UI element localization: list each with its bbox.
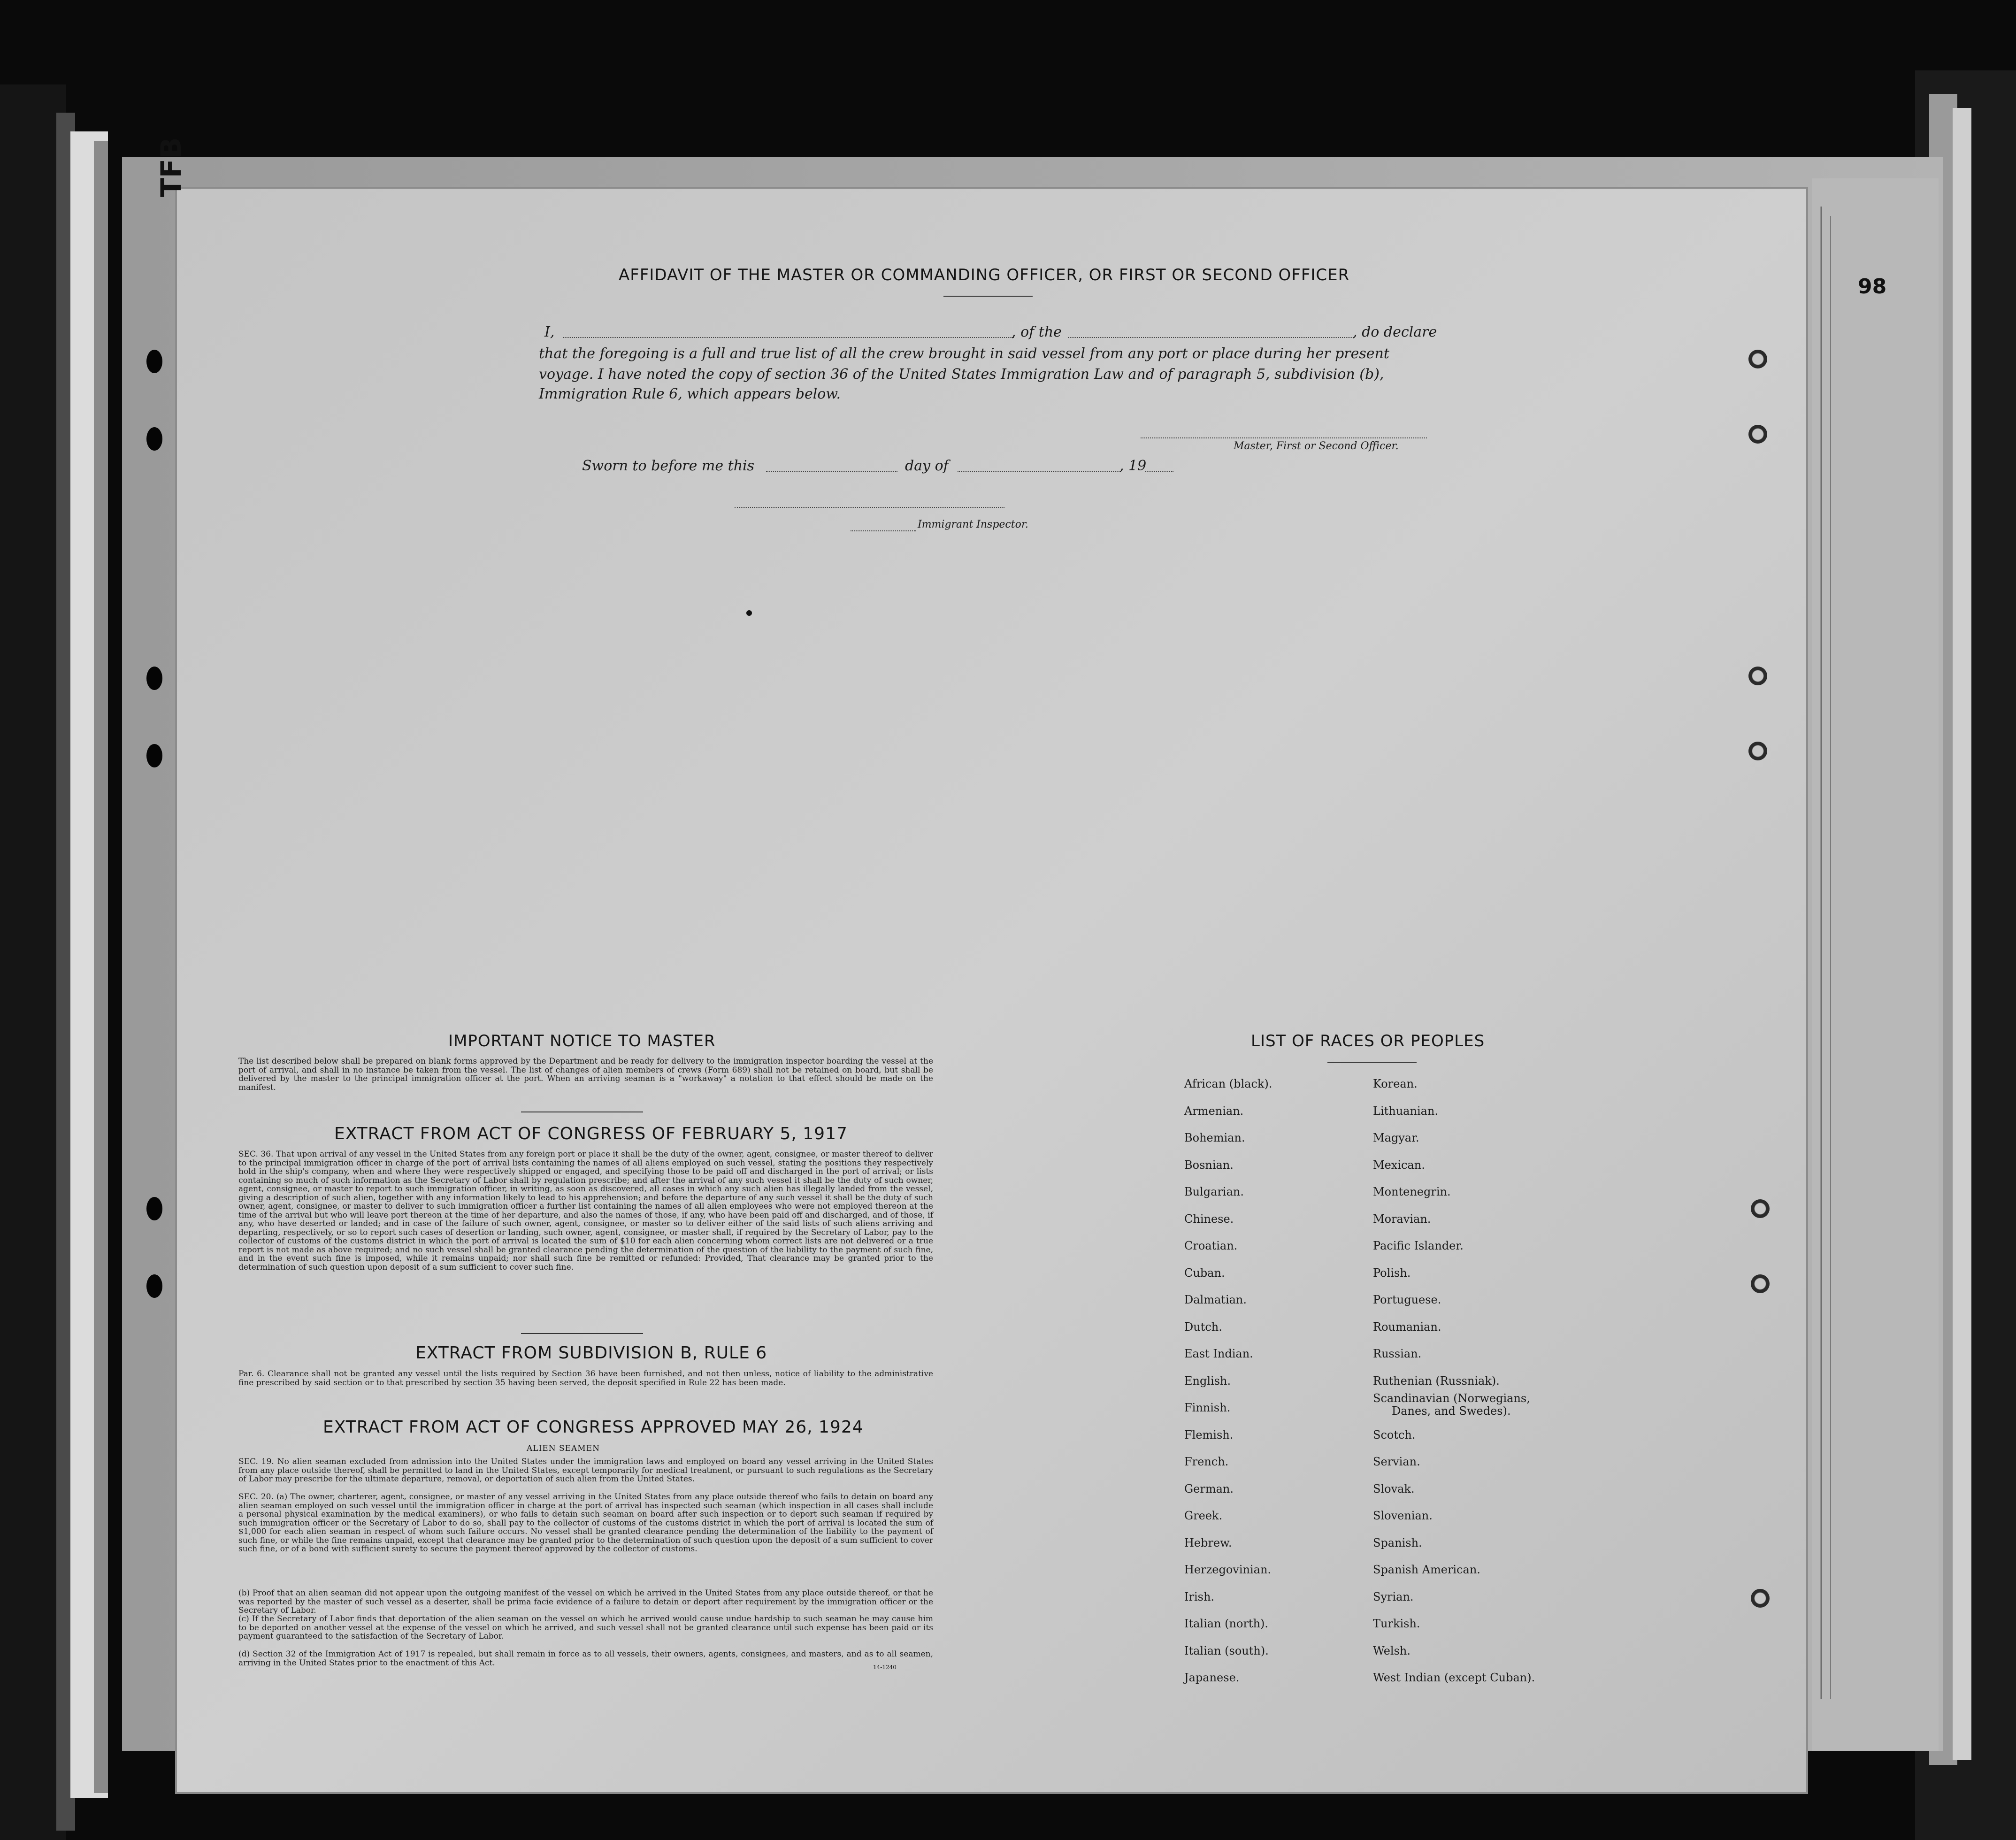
- races-title: LIST OF RACES OR PEOPLES: [1251, 1032, 1485, 1050]
- extract-1924-sec20a: SEC. 20. (a) The owner, charterer, agent, consignee, or master of any vessel arriving in the United States from any place outside thereof who fails to detain on board any alien seaman employed on such vessel until the immigration officer in charge at the port of arrival has inspected such seaman (which inspection in all cases shall include a personal physical examination by the medical examiners), or who fails to detain such seaman on board after such inspection or to deport such seaman if required by such immigration officer or the Secretary of Labor to do so, shall pay to the collector of customs of the customs district in which the port of arrival is located the sum of $1,000 for each alien seaman in respect of whom such failure occurs. No vessel shall be granted clearance pending the determination of the liability to the payment of such fine, or while the fine remains unpaid, except that clearance may be granted prior to the determination of such question upon the deposit of a sum sufficient to cover such fine, or of a bond with sufficient surety to secure the payment thereof approved by the collector of customs.: [238, 1492, 933, 1554]
- binder-hole: [146, 427, 162, 451]
- race-item: Magyar.: [1373, 1131, 1419, 1144]
- race-item: Ruthenian (Russniak).: [1373, 1374, 1500, 1388]
- binder-hole: [146, 1274, 162, 1298]
- extract-1924-subtitle: ALIEN SEAMEN: [527, 1444, 600, 1453]
- race-item: Japanese.: [1184, 1671, 1240, 1684]
- race-item: Korean.: [1373, 1077, 1418, 1090]
- binder-ring: [1748, 425, 1767, 444]
- race-item: Greek.: [1184, 1509, 1223, 1522]
- extract-1917-text: SEC. 36. That upon arrival of any vessel in the United States from any foreign port or place it shall be the duty of the owner, agent, consignee, or master thereof to deliver to the principal immigration officer in charge of the port of arrival lists containing the names of all aliens employed on such vessel, stating the positions they respectively hold in the ship's company, when and where they were respectively shipped or engaged, and specifying those to be paid off and discharged in the port of arrival; or lists containing so much of such information as the Secretary of Labor shall by regulation prescribe; and after the arrival of any such vessel it shall be the duty of such owner, agent, consignee, or master to report to such immigration officer, in writing, as soon as discovered, all cases in which any such alien has illegally landed from the vessel, giving a description of such alien, together with any information likely to lead to his apprehension; and before the departure of any such vessel it shall be the duty of such owner, agent, consignee, or master to deliver to such immigration officer a further list containing the names of all alien employees who were not employed thereon at the time of the arrival but who will leave port thereon at the time of her departure, and also the names of those, if any, who have been paid off and discharged, and of those, if any, who have deserted or landed; and in case of the failure of such owner, agent, consignee, or master so to deliver either of the said lists of such aliens arriving and departing, respectively, or so to report such cases of desertion or landing, such owner, agent, consignee, or master shall, if required by the Secretary of Labor, pay to the collector of customs of the customs district in which the port of arrival is located the sum of $10 for each alien concerning whom correct lists are not delivered or a true report is not made as above required; and no such vessel shall be granted clearance pending the determination of the question of the liability to the payment of such fine, and in the event such fine is imposed, while it remains unpaid; nor shall such fine be remitted or refunded: Provided, That clearance may be granted prior to the determination of such question upon deposit of a sum sufficient to cover such fine.: [238, 1150, 933, 1272]
- master-signature-line[interactable]: [1141, 437, 1427, 438]
- extract-1924-sec20d: (d) Section 32 of the Immigration Act of 1917 is repealed, but shall remain in force as to all vessels, their owners, agents, consignees, and masters, and as to all seamen, arriving in the United States prior to the enactment of this Act.: [238, 1649, 933, 1668]
- race-item: English.: [1184, 1374, 1231, 1388]
- race-item: Welsh.: [1373, 1644, 1410, 1657]
- race-item: African (black).: [1184, 1077, 1272, 1090]
- race-item: Herzegovinian.: [1184, 1563, 1272, 1576]
- binder-hole: [146, 350, 162, 373]
- binder-hole: [146, 667, 162, 690]
- inspector-prefix-line: [851, 530, 916, 531]
- race-item: Italian (north).: [1184, 1617, 1269, 1630]
- race-item: Croatian.: [1184, 1239, 1238, 1252]
- extract-rule6-title: EXTRACT FROM SUBDIVISION B, RULE 6: [415, 1343, 767, 1363]
- race-item: Hebrew.: [1184, 1536, 1232, 1549]
- affidavit-line-4: Immigration Rule 6, which appears below.: [539, 386, 841, 402]
- extract-1924-sec20b: (b) Proof that an alien seaman did not appear upon the outgoing manifest of the vessel on which he arrived in the United States from any place outside thereof, or that he was reported by the master of such vessel as a deserter, shall be prima facie evidence of a failure to detain or deport after requirement by the immigration officer or the Secretary of Labor.: [238, 1588, 933, 1615]
- affidavit-declare-label: , do declare: [1353, 324, 1437, 340]
- sworn-year-field[interactable]: [1145, 471, 1173, 472]
- race-item: Spanish.: [1373, 1536, 1422, 1549]
- extract-1917-title: EXTRACT FROM ACT OF CONGRESS OF FEBRUARY 5, 1917: [334, 1124, 848, 1143]
- sworn-month-field[interactable]: [958, 471, 1119, 472]
- extract-1917-rule: [521, 1333, 643, 1334]
- race-item: Chinese.: [1184, 1212, 1234, 1226]
- races-rule: [1327, 1062, 1417, 1063]
- race-item: Bosnian.: [1184, 1158, 1234, 1172]
- extract-1924-sec19: SEC. 19. No alien seaman excluded from admission into the United States under the immigration laws and employed on board any vessel arriving in the United States from any place outside thereof, shall be permitted to land in the United States, except temporarily for medical treatment, or pursuant to such regulations as the Secretary of Labor may prescribe for the ultimate departure, removal, or deportation of such alien from the United States.: [238, 1457, 933, 1484]
- race-item: Mexican.: [1373, 1158, 1425, 1172]
- race-item: Flemish.: [1184, 1428, 1234, 1441]
- ink-dot: [746, 610, 752, 616]
- race-item: West Indian (except Cuban).: [1373, 1671, 1535, 1684]
- affidavit-of-the-label: , of the: [1012, 324, 1062, 340]
- race-item: Lithuanian.: [1373, 1104, 1439, 1118]
- margin-marks: TFB: [155, 137, 188, 197]
- race-item: Dalmatian.: [1184, 1293, 1247, 1306]
- race-item: Roumanian.: [1373, 1320, 1441, 1334]
- extract-rule6-text: Par. 6. Clearance shall not be granted any vessel until the lists required by Section 36 have been furnished, and not then unless, notice of liability to the administrative fine prescribed by said section or to that prescribed by section 35 having been served, the deposit specified in Rule 22 has been made.: [238, 1369, 933, 1388]
- race-item: Slovak.: [1373, 1482, 1415, 1495]
- binder-ring: [1751, 1199, 1770, 1218]
- race-item: Polish.: [1373, 1266, 1411, 1280]
- race-item: Irish.: [1184, 1590, 1215, 1603]
- race-item: Scotch.: [1373, 1428, 1416, 1441]
- day-of-label: day of: [905, 458, 949, 474]
- race-item: Slovenian.: [1373, 1509, 1433, 1522]
- extract-1924-title: EXTRACT FROM ACT OF CONGRESS APPROVED MAY 26, 1924: [323, 1418, 864, 1437]
- race-item: Moravian.: [1373, 1212, 1431, 1226]
- notice-text: The list described below shall be prepared on blank forms approved by the Department and be ready for delivery to the immigration inspector boarding the vessel at the port of arrival, and shall in no instance be taken from the vessel. The list of changes of alien members of crews (Form 689) shall not be retained on board, but shall be delivered by the master to the principal immigration officer at the port. When an arriving seaman is a "workaway" a notation to that effect should be made on the manifest.: [238, 1057, 933, 1092]
- binder-ring: [1748, 667, 1767, 685]
- binder-ring: [1748, 350, 1767, 368]
- race-item: Pacific Islander.: [1373, 1239, 1464, 1252]
- race-item: Dutch.: [1184, 1320, 1222, 1334]
- race-item: Portuguese.: [1373, 1293, 1441, 1306]
- master-name-field[interactable]: [563, 337, 1014, 338]
- sworn-day-field[interactable]: [766, 471, 897, 472]
- form-number: 14-1240: [873, 1664, 897, 1671]
- race-item: Armenian.: [1184, 1104, 1244, 1118]
- extract-1924-sec20c: (c) If the Secretary of Labor finds that deportation of the alien seaman on the vessel on which he arrived would cause undue hardship to such seaman he may cause him to be deported on another vessel at the expense of the vessel on which he arrived, and such vessel shall not be granted clearance until such expense has been paid or its payment guaranteed to the satisfaction of the Secretary of Labor.: [238, 1614, 933, 1641]
- inspector-label: Immigrant Inspector.: [918, 519, 1028, 530]
- page-number: 98: [1858, 275, 1887, 299]
- race-item: Montenegrin.: [1373, 1185, 1451, 1198]
- race-item: Syrian.: [1373, 1590, 1414, 1603]
- race-item: Italian (south).: [1184, 1644, 1269, 1657]
- vessel-name-field[interactable]: [1068, 337, 1354, 338]
- binder-ring: [1748, 742, 1767, 760]
- year-label: , 19: [1119, 458, 1147, 474]
- race-item: German.: [1184, 1482, 1234, 1495]
- binder-ring: [1751, 1589, 1770, 1608]
- sworn-label: Sworn to before me this: [582, 458, 755, 474]
- race-item: Finnish.: [1184, 1401, 1231, 1414]
- race-item: Servian.: [1373, 1455, 1420, 1468]
- affidavit-line-2: that the foregoing is a full and true list of all the crew brought in said vessel from any port or place during her present: [539, 345, 1389, 362]
- race-item: Bohemian.: [1184, 1131, 1245, 1144]
- race-item: Spanish American.: [1373, 1563, 1480, 1576]
- master-signature-label: Master, First or Second Officer.: [1234, 440, 1399, 452]
- race-item: Russian.: [1373, 1347, 1422, 1360]
- binder-hole: [146, 744, 162, 767]
- notice-title: IMPORTANT NOTICE TO MASTER: [448, 1032, 716, 1050]
- affidavit-title: AFFIDAVIT OF THE MASTER OR COMMANDING OFFICER, OR FIRST OR SECOND OFFICER: [619, 266, 1350, 284]
- inspector-signature-line[interactable]: [735, 507, 1004, 508]
- affidavit-i-label: I,: [544, 324, 555, 340]
- race-item: Turkish.: [1373, 1617, 1420, 1630]
- race-item: Scandinavian (Norwegians, Danes, and Swedes).: [1373, 1392, 1530, 1418]
- binder-hole: [146, 1197, 162, 1220]
- race-item: Bulgarian.: [1184, 1185, 1244, 1198]
- race-item: East Indian.: [1184, 1347, 1253, 1360]
- binder-ring: [1751, 1274, 1770, 1293]
- race-item: Cuban.: [1184, 1266, 1225, 1280]
- race-item: French.: [1184, 1455, 1229, 1468]
- affidavit-line-3: voyage. I have noted the copy of section 36 of the United States Immigration Law and of paragraph 5, subdivision (b),: [539, 366, 1384, 383]
- title-rule: [943, 296, 1033, 297]
